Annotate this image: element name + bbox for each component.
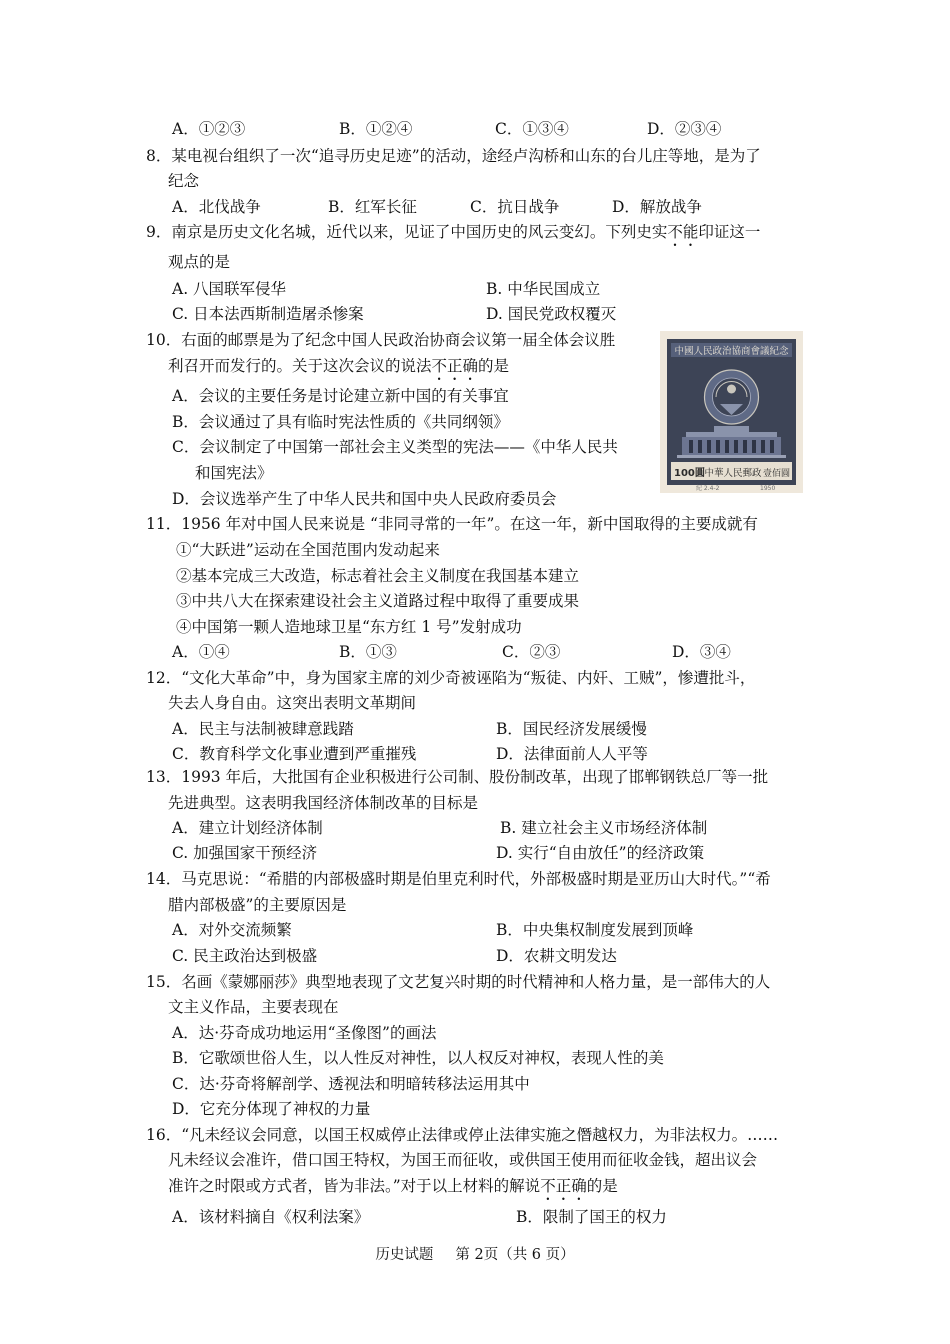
q10-option-d: D．会议选举产生了中华人民共和国中央人民政府委员会 <box>172 490 557 508</box>
q14-option-b: B．中央集权制度发展到顶峰 <box>496 921 694 939</box>
q12-option-a: A．民主与法制被肆意践踏 <box>172 720 354 738</box>
q12-option-b: B．国民经济发展缓慢 <box>496 720 647 738</box>
stamp-country: 中華人民郵政 <box>704 468 762 479</box>
q8-option-d: D．解放战争 <box>612 198 702 216</box>
q14-option-c: C. 民主政治达到极盛 <box>172 947 318 965</box>
q15-option-c: C．达·芬奇将解剖学、透视法和明暗转移法运用其中 <box>172 1075 530 1093</box>
q11-option-a: A．①④ <box>172 643 230 661</box>
q8-option-c: C．抗日战争 <box>470 198 560 216</box>
q9-stem-line2: 观点的是 <box>168 253 231 271</box>
q16-emphasis: 不正确 <box>540 1177 587 1195</box>
q12-stem-line1: 12．“文化大革命”中，身为国家主席的刘少奇被诬陷为“叛徒、内奸、工贼”，惨遭批斗， <box>146 669 756 687</box>
q10-option-b: B．会议通过了具有临时宪法性质的《共同纲领》 <box>172 413 509 431</box>
q10-emphasis: 不正确 <box>431 357 479 375</box>
q9-option-c: C. 日本法西斯制造屠杀惨案 <box>172 305 364 323</box>
q9-option-b: B. 中华民国成立 <box>486 280 601 298</box>
q16-stem-line2: 凡未经议会准许，借口国王特权，为国王而征收，或供国王使用而征收金钱，超出议会 <box>168 1151 758 1169</box>
q7-option-c: C．①③④ <box>495 120 569 138</box>
q12-stem-line2: 失去人身自由。这突出表明文革期间 <box>168 694 417 712</box>
q7-option-a: A．①②③ <box>172 120 246 138</box>
q16-stem-line1: 16．“凡未经议会同意，以国王权威停止法律或停止法律实施之僭越权力，为非法权力。…… <box>146 1126 779 1144</box>
q9-emphasis: 不能 <box>667 223 699 241</box>
commemorative-stamp-image <box>660 331 803 493</box>
q10-stem-line2: 利召开而发行的。关于这次会议的说法不正确的是 <box>168 357 510 375</box>
stamp-banner-text: 中國人民政治協商會議紀念 <box>674 346 789 357</box>
q11-statement-1: ①“大跃进”运动在全国范围内发动起来 <box>176 541 440 559</box>
q16-option-a: A．该材料摘自《权利法案》 <box>172 1208 370 1226</box>
q11-statement-4: ④中国第一颗人造地球卫星“东方红 1 号”发射成功 <box>176 618 522 636</box>
q11-stem-line1: 11．1956 年对中国人民来说是 “非同寻常的一年”。在这一年，新中国取得的主要成就有 <box>146 515 758 533</box>
q9-option-d: D. 国民党政权覆灭 <box>486 305 617 323</box>
q10-option-a: A．会议的主要任务是讨论建立新中国的有关事宜 <box>172 387 509 405</box>
q8-stem-line1: 8．某电视台组织了一次“追寻历史足迹”的活动，途经卢沟桥和山东的台儿庄等地，是为了 <box>146 147 761 165</box>
q9-option-a: A. 八国联军侵华 <box>172 280 287 298</box>
q11-option-b: B．①③ <box>339 643 397 661</box>
q12-option-d: D．法律面前人人平等 <box>496 745 648 763</box>
stamp-year: 1950 <box>760 485 776 492</box>
q10-stem-line1: 10．右面的邮票是为了纪念中国人民政治协商会议第一届全体会议胜 <box>146 331 616 349</box>
q15-stem-line1: 15．名画《蒙娜丽莎》典型地表现了文艺复兴时期的时代精神和人格力量，是一部伟大的人 <box>146 973 771 991</box>
q14-stem-line2: 腊内部极盛”的主要原因是 <box>168 896 347 914</box>
q16-option-b: B．限制了国王的权力 <box>516 1208 667 1226</box>
q16-stem-line3: 准许之时限或方式者，皆为非法。”对于以上材料的解说不正确的是 <box>168 1177 618 1195</box>
q13-option-b: B. 建立社会主义市场经济体制 <box>500 819 708 837</box>
q8-stem-line2: 纪念 <box>168 172 200 190</box>
q11-option-c: C．②③ <box>502 643 561 661</box>
q13-option-d: D. 实行“自由放任”的经济政策 <box>496 844 705 862</box>
q11-option-d: D．③④ <box>672 643 731 661</box>
q7-option-d: D．②③④ <box>647 120 722 138</box>
q10-option-c-line2: 和国宪法》 <box>195 464 273 482</box>
q9-stem-line1: 9．南京是历史文化名城，近代以来，见证了中国历史的风云变幻。下列史实不能印证这一 <box>146 223 761 241</box>
page-footer <box>0 1245 950 1265</box>
q10-option-c-line1: C．会议制定了中国第一部社会主义类型的宪法——《中华人民共 <box>172 438 618 456</box>
q8-option-b: B．红军长征 <box>328 198 417 216</box>
q7-option-b: B．①②④ <box>339 120 413 138</box>
q15-stem-line2: 文主义作品，主要表现在 <box>168 998 339 1016</box>
q11-statement-2: ②基本完成三大改造，标志着社会主义制度在我国基本建立 <box>176 567 580 585</box>
q15-option-d: D．它充分体现了神权的力量 <box>172 1100 371 1118</box>
stamp-denomination: 100圓 <box>674 468 705 479</box>
q13-option-a: A．建立计划经济体制 <box>172 819 323 837</box>
q14-stem-line1: 14．马克思说：“希腊的内部极盛时期是伯里克利时代，外部极盛时期是亚历山大时代。”“希 <box>146 870 771 888</box>
q13-option-c: C. 加强国家干预经济 <box>172 844 318 862</box>
q11-statement-3: ③中共八大在探索建设社会主义道路过程中取得了重要成果 <box>176 592 580 610</box>
stamp-value-text: 壹佰圓 <box>762 469 790 479</box>
q14-option-d: D．农耕文明发达 <box>496 947 617 965</box>
q15-option-a: A．达·芬奇成功地运用“圣像图”的画法 <box>172 1024 437 1042</box>
q14-option-a: A．对外交流频繁 <box>172 921 292 939</box>
q15-option-b: B．它歌颂世俗人生，以人性反对神性，以人权反对神权，表现人性的美 <box>172 1049 664 1067</box>
stamp-code: 紀 2.4-2 <box>696 485 720 492</box>
q12-option-c: C．教育科学文化事业遭到严重摧残 <box>172 745 417 763</box>
q8-option-a: A．北伐战争 <box>172 198 261 216</box>
q13-stem-line1: 13．1993 年后，大批国有企业积极进行公司制、股份制改革，出现了邯郸钢铁总厂等一批 <box>146 768 769 786</box>
q13-stem-line2: 先进典型。这表明我国经济体制改革的目标是 <box>168 794 479 812</box>
footer-subject: 历史试题 <box>375 1247 434 1263</box>
footer-page-number: 第 2页（共 6 页） <box>455 1247 575 1263</box>
